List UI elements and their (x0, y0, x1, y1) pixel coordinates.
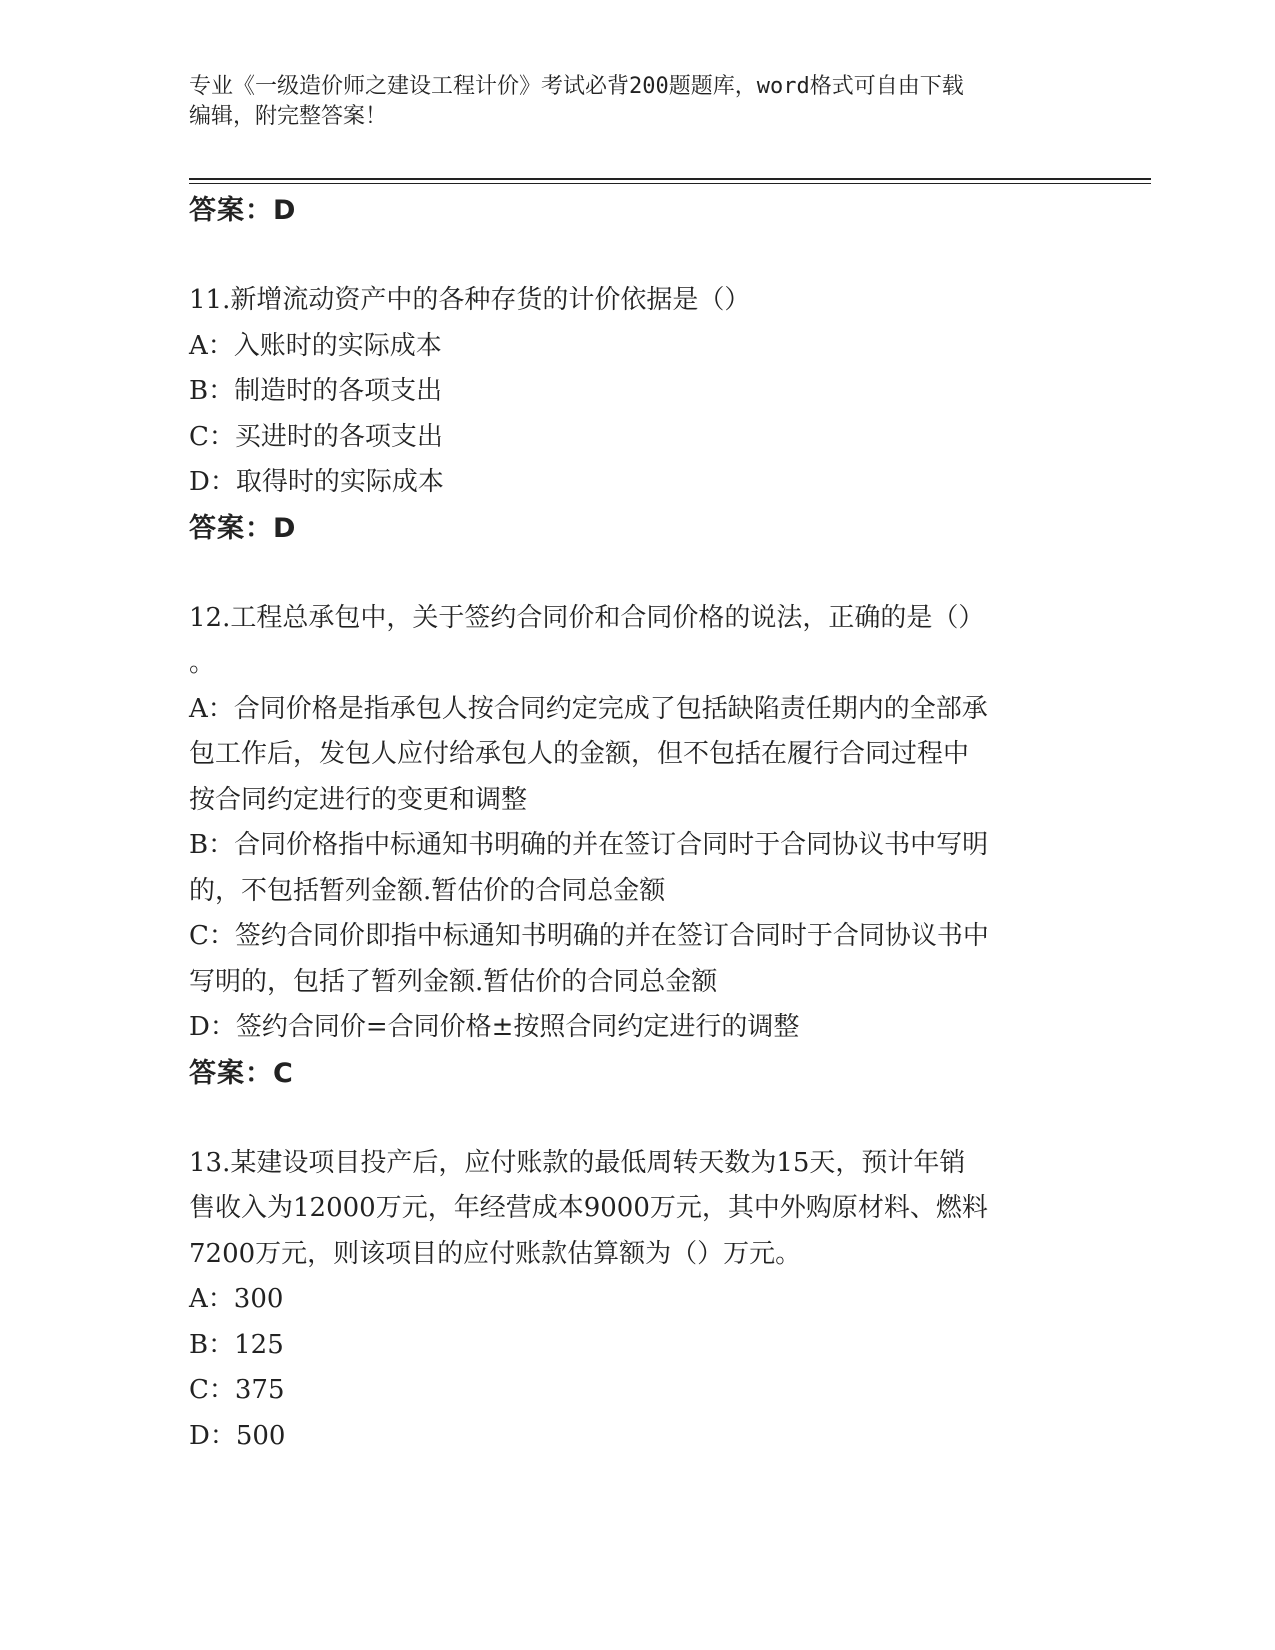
option-b-cont: 的，不包括暂列金额.暂估价的合同总金额 (189, 875, 666, 906)
spacer (189, 234, 1089, 278)
answer-line: 答案：D (189, 195, 297, 226)
question-stem: 13.某建设项目投产后，应付账款的最低周转天数为15天，预计年销 (189, 1147, 966, 1178)
header-line-1: 专业《一级造价师之建设工程计价》考试必背200题题库，word格式可自由下载 (189, 74, 964, 99)
question-stem: 11.新增流动资产中的各种存货的计价依据是（） (189, 285, 751, 315)
option-c-cont: 写明的，包括了暂列金额.暂估价的合同总金额 (189, 966, 718, 997)
question-12 (189, 596, 1089, 1097)
spacer (189, 1097, 1089, 1141)
answer-line: 答案：D (189, 512, 297, 544)
spacer (189, 552, 1089, 596)
option-b: B：125 (189, 1329, 284, 1360)
option-c: C：375 (189, 1375, 285, 1405)
option-d: D：签约合同价=合同价格±按照合同约定进行的调整 (189, 1012, 800, 1042)
option-c: C：签约合同价即指中标通知书明确的并在签订合同时于合同协议书中 (189, 921, 989, 951)
option-b: B：合同价格指中标通知书明确的并在签订合同时于合同协议书中写明 (189, 830, 989, 860)
document-header (189, 72, 1089, 132)
question-stem-cont: 售收入为12000万元，年经营成本9000万元，其中外购原材料、燃料 (189, 1193, 988, 1223)
option-a: A：合同价格是指承包人按合同约定完成了包括缺陷责任期内的全部承 (189, 693, 988, 724)
header-rule-thick (189, 178, 1151, 180)
question-stem-cont: 。 (189, 648, 216, 678)
option-d: D：取得时的实际成本 (189, 467, 444, 497)
answer-line: 答案：C (189, 1057, 294, 1089)
option-a: A：入账时的实际成本 (189, 330, 442, 361)
option-d: D：500 (189, 1420, 286, 1451)
option-a-cont: 按合同约定进行的变更和调整 (189, 784, 528, 815)
header-rule-thin (189, 183, 1151, 184)
question-stem-cont: 7200万元，则该项目的应付账款估算额为（）万元。 (189, 1238, 802, 1269)
option-b: B：制造时的各项支出 (189, 376, 443, 406)
question-11 (189, 278, 1089, 552)
option-c: C：买进时的各项支出 (189, 421, 443, 452)
option-a-cont: 包工作后，发包人应付给承包人的金额，但不包括在履行合同过程中 (189, 739, 970, 769)
document-body (189, 188, 1089, 1459)
header-line-2: 编辑，附完整答案！ (189, 104, 388, 129)
option-a: A：300 (189, 1284, 284, 1314)
question-stem: 12.工程总承包中，关于签约合同价和合同价格的说法，正确的是（） (189, 602, 985, 633)
question-13 (189, 1141, 1089, 1460)
